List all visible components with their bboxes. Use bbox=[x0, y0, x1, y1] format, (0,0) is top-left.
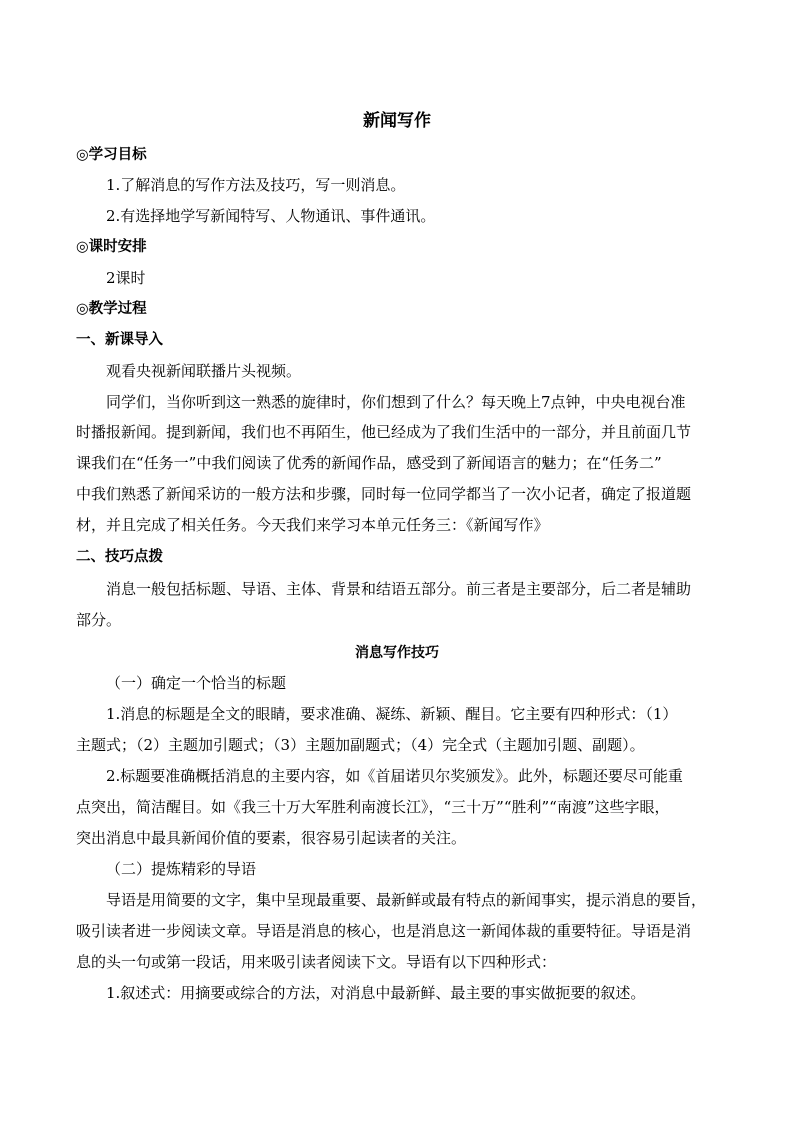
part1-heading: 一、新课导入 bbox=[76, 332, 163, 348]
paragraph-line: 息的头一句或第一段话，用来吸引读者阅读下文。导语有以下四种形式： bbox=[76, 953, 557, 971]
paragraph-line: 时播报新闻。提到新闻，我们也不再陌生，他已经成为了我们生活中的一部分，并且前面几节 bbox=[76, 423, 692, 441]
paragraph-line: 2.标题要准确概括消息的主要内容，如《首届诺贝尔奖颁发》。此外，标题还要尽可能重 bbox=[106, 767, 683, 785]
paragraph-line: 1.叙述式：用摘要或综合的方法，对消息中最新鲜、最主要的事实做扼要的叙述。 bbox=[106, 984, 646, 1002]
paragraph-line: 导语是用简要的文字，集中呈现最重要、最新鲜或最有特点的新闻事实，提示消息的要旨， bbox=[106, 891, 707, 909]
part2-heading: 二、技巧点拨 bbox=[76, 549, 163, 565]
page-title: 新闻写作 bbox=[363, 111, 431, 131]
paragraph-line: 同学们，当你听到这一熟悉的旋律时，你们想到了什么？每天晚上7点钟，中央电视台准 bbox=[106, 393, 686, 411]
subsection-heading-1: （一）确定一个恰当的标题 bbox=[106, 674, 287, 692]
paragraph-line: 课我们在“任务一”中我们阅读了优秀的新闻作品，感受到了新闻语言的魅力；在“任务二” bbox=[76, 454, 662, 472]
schedule-value: 2课时 bbox=[106, 269, 146, 287]
paragraph-line: 观看央视新闻联播片头视频。 bbox=[106, 362, 302, 380]
paragraph-line: 突出消息中最具新闻价值的要素，很容易引起读者的关注。 bbox=[76, 829, 467, 847]
skills-title: 消息写作技巧 bbox=[355, 645, 439, 661]
section-heading-process: ◎教学过程 bbox=[76, 301, 147, 317]
goal-item-1: 1.了解消息的写作方法及技巧，写一则消息。 bbox=[106, 176, 406, 194]
paragraph-line: 点突出，简洁醒目。如《我三十万大军胜利南渡长江》，“三十万”“胜利”“南渡”这些字眼， bbox=[76, 798, 670, 816]
section-heading-goals: ◎学习目标 bbox=[76, 147, 147, 163]
subsection-heading-2: （二）提炼精彩的导语 bbox=[106, 860, 257, 878]
paragraph-line: 吸引读者进一步阅读文章。导语是消息的核心，也是消息这一新闻体裁的重要特征。导语是消 bbox=[76, 922, 692, 940]
paragraph-line: 主题式；（2）主题加引题式；（3）主题加副题式；（4）完全式（主题加引题、副题）。 bbox=[76, 736, 645, 754]
goal-item-2: 2.有选择地学写新闻特写、人物通讯、事件通讯。 bbox=[106, 207, 436, 225]
paragraph-line: 中我们熟悉了新闻采访的一般方法和步骤，同时每一位同学都当了一次小记者，确定了报道题 bbox=[76, 485, 692, 503]
paragraph-line: 1.消息的标题是全文的眼睛，要求准确、凝练、新颖、醒目。它主要有四种形式：（1） bbox=[106, 705, 678, 723]
paragraph-line: 消息一般包括标题、导语、主体、背景和结语五部分。前三者是主要部分，后二者是辅助 bbox=[106, 580, 692, 598]
paragraph-line: 部分。 bbox=[76, 611, 122, 629]
section-heading-schedule: ◎课时安排 bbox=[76, 239, 147, 255]
paragraph-line: 材，并且完成了相关任务。今天我们来学习本单元任务三：《新闻写作》 bbox=[76, 516, 549, 534]
